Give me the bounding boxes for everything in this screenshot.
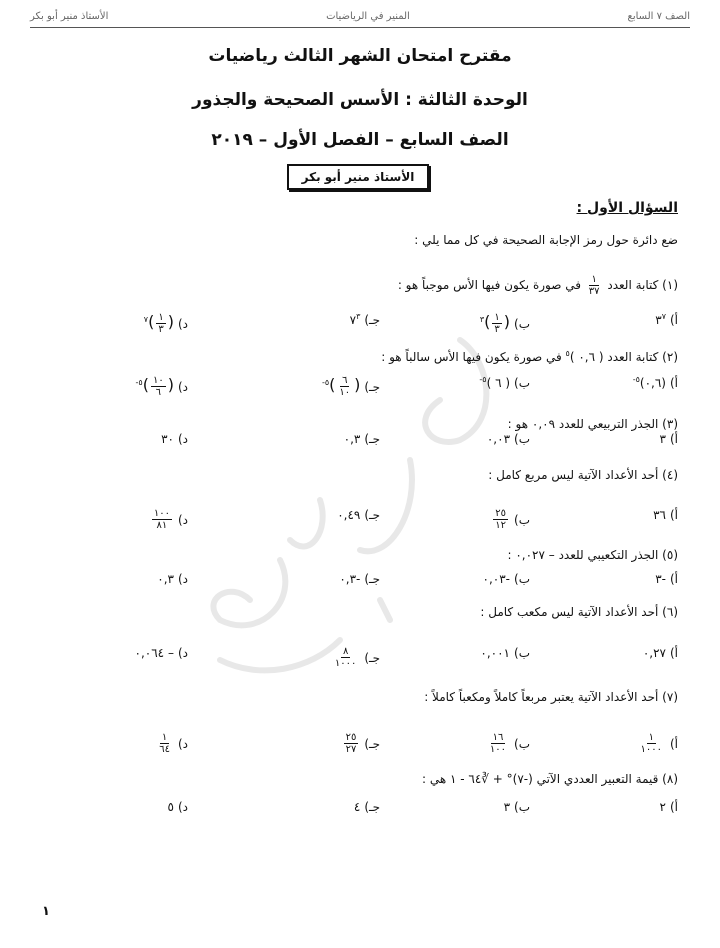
fraction-numerator: ١ [648, 732, 654, 743]
paren: ( [354, 375, 361, 394]
option-value [150, 508, 174, 531]
question-3-option-4[interactable] [161, 432, 188, 446]
option-value [637, 732, 666, 755]
option-text: ٤ [353, 800, 361, 814]
fraction-numerator: ١٦ [492, 732, 504, 743]
option-letter: د) [177, 512, 188, 527]
exam-title: مقترح امتحان الشهر الثالث رياضيات [208, 46, 512, 66]
option-letter: د) [177, 316, 188, 331]
fraction-denominator: ٢٧ [345, 744, 357, 755]
option-value [643, 646, 666, 660]
fraction [156, 312, 165, 335]
option-letter: جـ) [364, 572, 380, 586]
fraction-numerator: ٢٥ [495, 508, 507, 519]
option-value [354, 800, 360, 814]
fraction [488, 732, 508, 755]
header-grade: الصف ٧ السابع [627, 10, 690, 22]
option-value [155, 732, 174, 755]
option-value [168, 800, 174, 814]
option-value [136, 375, 174, 398]
question-2-text [381, 349, 678, 364]
option-letter: جـ) [364, 736, 380, 751]
fraction-denominator: ٦ [155, 387, 162, 398]
instruction-text: ضع دائرة حول رمز الإجابة الصحيحة في كل مما يلي : [414, 233, 678, 247]
fraction [151, 375, 166, 398]
option-value [157, 572, 174, 586]
option-letter: ب) [514, 646, 530, 660]
option-value [487, 432, 510, 446]
option-letter: د) [177, 432, 188, 446]
option-value [479, 375, 510, 390]
option-letter: ب) [514, 375, 530, 390]
question-stem: (٧) أحد الأعداد الآتية يعتبر مربعاً كاملاً ومكعباً كاملاً : [424, 690, 678, 704]
option-value [660, 800, 666, 814]
fraction-denominator: ١٢ [495, 520, 507, 531]
question-8-option-4[interactable] [168, 800, 188, 814]
exponent: ٥- [135, 378, 143, 387]
unit-title: الوحدة الثالثة : الأسس الصحيحة والجذور [192, 90, 528, 110]
option-value [653, 508, 666, 522]
exponent: ٥ [565, 349, 570, 358]
question-6-text [480, 605, 678, 619]
fraction [152, 508, 172, 531]
fraction-denominator: ٨١ [156, 520, 168, 531]
fraction-denominator: ٣٧ [588, 286, 600, 297]
option-text: -٣ [655, 572, 666, 586]
fraction-numerator: ١٠٠ [153, 508, 170, 519]
question-8-option-3[interactable] [354, 800, 380, 814]
option-value [342, 732, 361, 755]
question-7-option-1[interactable] [637, 732, 679, 755]
question-8-option-1[interactable] [660, 800, 678, 814]
option-text: ٠,٠٣ [486, 432, 511, 446]
paren: ) [142, 375, 149, 394]
option-letter: د) [177, 736, 188, 751]
option-letter: جـ) [364, 508, 380, 522]
option-text: ٠,٤٩ [337, 508, 361, 522]
question-stem: (٢) كتابة العدد ( ٠,٦ ) [569, 350, 678, 364]
fraction [337, 375, 352, 398]
option-letter: د) [177, 572, 188, 586]
option-text: ( ٦ ) [486, 376, 511, 390]
option-value [660, 432, 666, 446]
fraction-denominator: ١٠٠ [489, 744, 507, 755]
exponent: ٥- [479, 375, 487, 384]
fraction-numerator: ١ [591, 274, 597, 285]
fraction-numerator: ١ [494, 312, 500, 323]
page-number: ١ [42, 904, 50, 919]
fraction [639, 732, 664, 755]
question-2-option-2[interactable] [479, 375, 530, 390]
option-value [486, 732, 510, 755]
paren: ( [503, 312, 511, 331]
option-letter: د) [177, 379, 188, 394]
option-text: ٠,٣ [343, 432, 361, 446]
option-letter: أ) [669, 312, 678, 327]
question-3-option-1[interactable] [660, 432, 678, 446]
paren: ) [329, 375, 336, 394]
header-divider [30, 27, 690, 28]
option-text: ٣٠ [161, 432, 174, 446]
fraction-numerator: ١٠ [152, 375, 164, 386]
fraction-denominator: ١٠٠٠ [640, 744, 662, 755]
option-value [655, 312, 666, 327]
option-letter: ب) [514, 432, 530, 446]
question-6-option-2[interactable] [480, 646, 530, 660]
option-text: ٣ [503, 800, 511, 814]
option-letter: جـ) [364, 312, 380, 327]
option-value [339, 572, 360, 586]
exponent: ٣ [356, 312, 361, 321]
fraction-numerator: ١ [158, 312, 164, 323]
option-text: ٠,٠٠١ [480, 646, 511, 660]
option-value [483, 572, 511, 586]
option-value [144, 312, 174, 335]
fraction-numerator: ٦ [342, 375, 348, 386]
question-1-option-4[interactable] [144, 312, 188, 335]
option-letter: أ) [669, 736, 678, 751]
question-4-option-3[interactable] [337, 508, 380, 522]
question-1-text [398, 274, 678, 297]
question-7-option-3[interactable] [342, 732, 380, 755]
paren: ) [148, 312, 155, 331]
option-letter: أ) [669, 800, 678, 814]
paren: ) [484, 312, 491, 331]
question-7-option-4[interactable] [155, 732, 188, 755]
question-5-option-3[interactable] [339, 572, 380, 586]
fraction [157, 732, 172, 755]
question-2-option-4[interactable] [136, 375, 188, 398]
question-stem: (٣) الجذر التربيعي للعدد ٠,٠٩ هو : [507, 417, 678, 431]
option-letter: أ) [669, 508, 678, 522]
question-4-option-1[interactable] [653, 508, 678, 522]
option-text: -٠,٠٣ [482, 572, 511, 586]
fraction-denominator: ٣ [494, 324, 500, 335]
option-letter: ب) [514, 512, 530, 527]
question-stem: (٨) قيمة التعبير العددي الآتي (-٧)° + ∛٦٤ - ١ هي : [421, 772, 678, 786]
option-value [655, 572, 666, 586]
question-5-option-1[interactable] [655, 572, 678, 586]
paren: ( [167, 312, 174, 331]
option-text: ٥ [167, 800, 174, 814]
option-letter: جـ) [364, 800, 380, 814]
option-value [161, 432, 174, 446]
option-value [135, 646, 174, 660]
question-5-option-2[interactable] [483, 572, 530, 586]
option-letter: ب) [514, 736, 530, 751]
section-heading: السؤال الأول : [576, 200, 678, 216]
question-2-option-3[interactable] [322, 375, 380, 398]
question-1-option-3[interactable] [350, 312, 380, 327]
question-4-option-2[interactable] [491, 508, 530, 531]
option-value [480, 646, 510, 660]
question-stem-end: في صورة يكون فيها الأس سالباً هو : [381, 350, 566, 364]
header-teacher: الأستاذ منير أبو بكر [30, 10, 109, 22]
question-stem: (٦) أحد الأعداد الآتية ليس مكعب كامل : [480, 605, 678, 619]
fraction-numerator: ١ [161, 732, 168, 743]
question-7-option-2[interactable] [486, 732, 530, 755]
fraction-denominator: ١٠٠٠ [334, 658, 357, 669]
paren: ( [167, 375, 174, 394]
option-letter: جـ) [364, 379, 380, 394]
option-letter: جـ) [364, 650, 380, 665]
option-text: ٧ [349, 313, 357, 327]
question-3-option-2[interactable] [487, 432, 530, 446]
option-text: ٣٦ [653, 508, 666, 522]
question-6-option-1[interactable] [643, 646, 678, 660]
question-stem: (٥) الجذر التكعيبي للعدد – ٠,٠٢٧ : [507, 548, 678, 562]
exponent: ٣ [479, 315, 485, 324]
fraction-denominator: ٣ [158, 324, 164, 335]
fraction [344, 732, 359, 755]
fraction-numerator: ٢٥ [345, 732, 357, 743]
option-text: ٣ [659, 432, 666, 446]
option-text: ٠,٢٧ [642, 646, 666, 660]
header-brand: المنير في الرياضيات [326, 10, 410, 22]
option-letter: ب) [514, 572, 530, 586]
question-4-option-4[interactable] [150, 508, 188, 531]
option-letter: د) [177, 800, 188, 814]
option-text: -٠,٣ [339, 572, 361, 586]
option-value [480, 312, 510, 335]
option-value [331, 646, 360, 669]
fraction [493, 508, 508, 531]
option-value [633, 375, 666, 390]
option-text: (٠,٦) [639, 376, 666, 390]
teacher-name-box: الأستاذ منير أبو بكر [287, 164, 429, 190]
option-value [344, 432, 361, 446]
option-value [322, 375, 360, 398]
question-stem: (١) كتابة العدد [607, 278, 678, 292]
question-stem: (٤) أحد الأعداد الآتية ليس مربع كامل : [488, 468, 678, 482]
fraction-denominator: ٦٤ [159, 744, 170, 755]
fraction [587, 274, 602, 297]
page-header [30, 8, 690, 24]
question-4-text [488, 468, 678, 482]
option-letter: أ) [669, 572, 678, 586]
question-6-option-3[interactable] [331, 646, 380, 669]
exponent: ٧ [143, 315, 149, 324]
option-value [350, 312, 361, 327]
option-value [491, 508, 510, 531]
question-3-text [508, 417, 678, 431]
exponent: ٥- [321, 378, 330, 387]
fraction [492, 312, 501, 335]
question-5-text [507, 548, 678, 562]
exponent: ٧ [661, 312, 666, 321]
question-8-text [422, 772, 678, 786]
exponent: ٥- [632, 375, 640, 384]
option-letter: أ) [669, 375, 678, 390]
option-letter: أ) [669, 432, 678, 446]
question-stem-end: في صورة يكون فيها الأس موجباً هو : [397, 278, 585, 292]
option-letter: أ) [669, 646, 678, 660]
option-letter: جـ) [364, 432, 380, 446]
fraction-denominator: ١٠ [339, 387, 351, 398]
option-letter: ب) [514, 800, 530, 814]
fraction-numerator: ٨ [342, 646, 349, 657]
option-letter: د) [177, 646, 188, 660]
question-5-option-4[interactable] [157, 572, 188, 586]
question-1-option-1[interactable] [655, 312, 678, 327]
grade-title: الصف السابع – الفصل الأول – ٢٠١٩ [211, 130, 509, 150]
question-7-text [424, 690, 678, 704]
question-1-option-2[interactable] [480, 312, 530, 335]
option-letter: ب) [514, 316, 530, 331]
question-8-option-2[interactable] [504, 800, 530, 814]
option-value [504, 800, 510, 814]
option-text: – ٠,٠٦٤ [134, 646, 174, 660]
option-text: ٢ [659, 800, 666, 814]
option-value [337, 508, 360, 522]
option-text: ٣ [655, 313, 662, 327]
fraction [333, 646, 358, 669]
question-2-option-1[interactable] [633, 375, 678, 390]
question-6-option-4[interactable] [135, 646, 188, 660]
option-text: ٠,٣ [157, 572, 174, 586]
question-3-option-3[interactable] [344, 432, 380, 446]
